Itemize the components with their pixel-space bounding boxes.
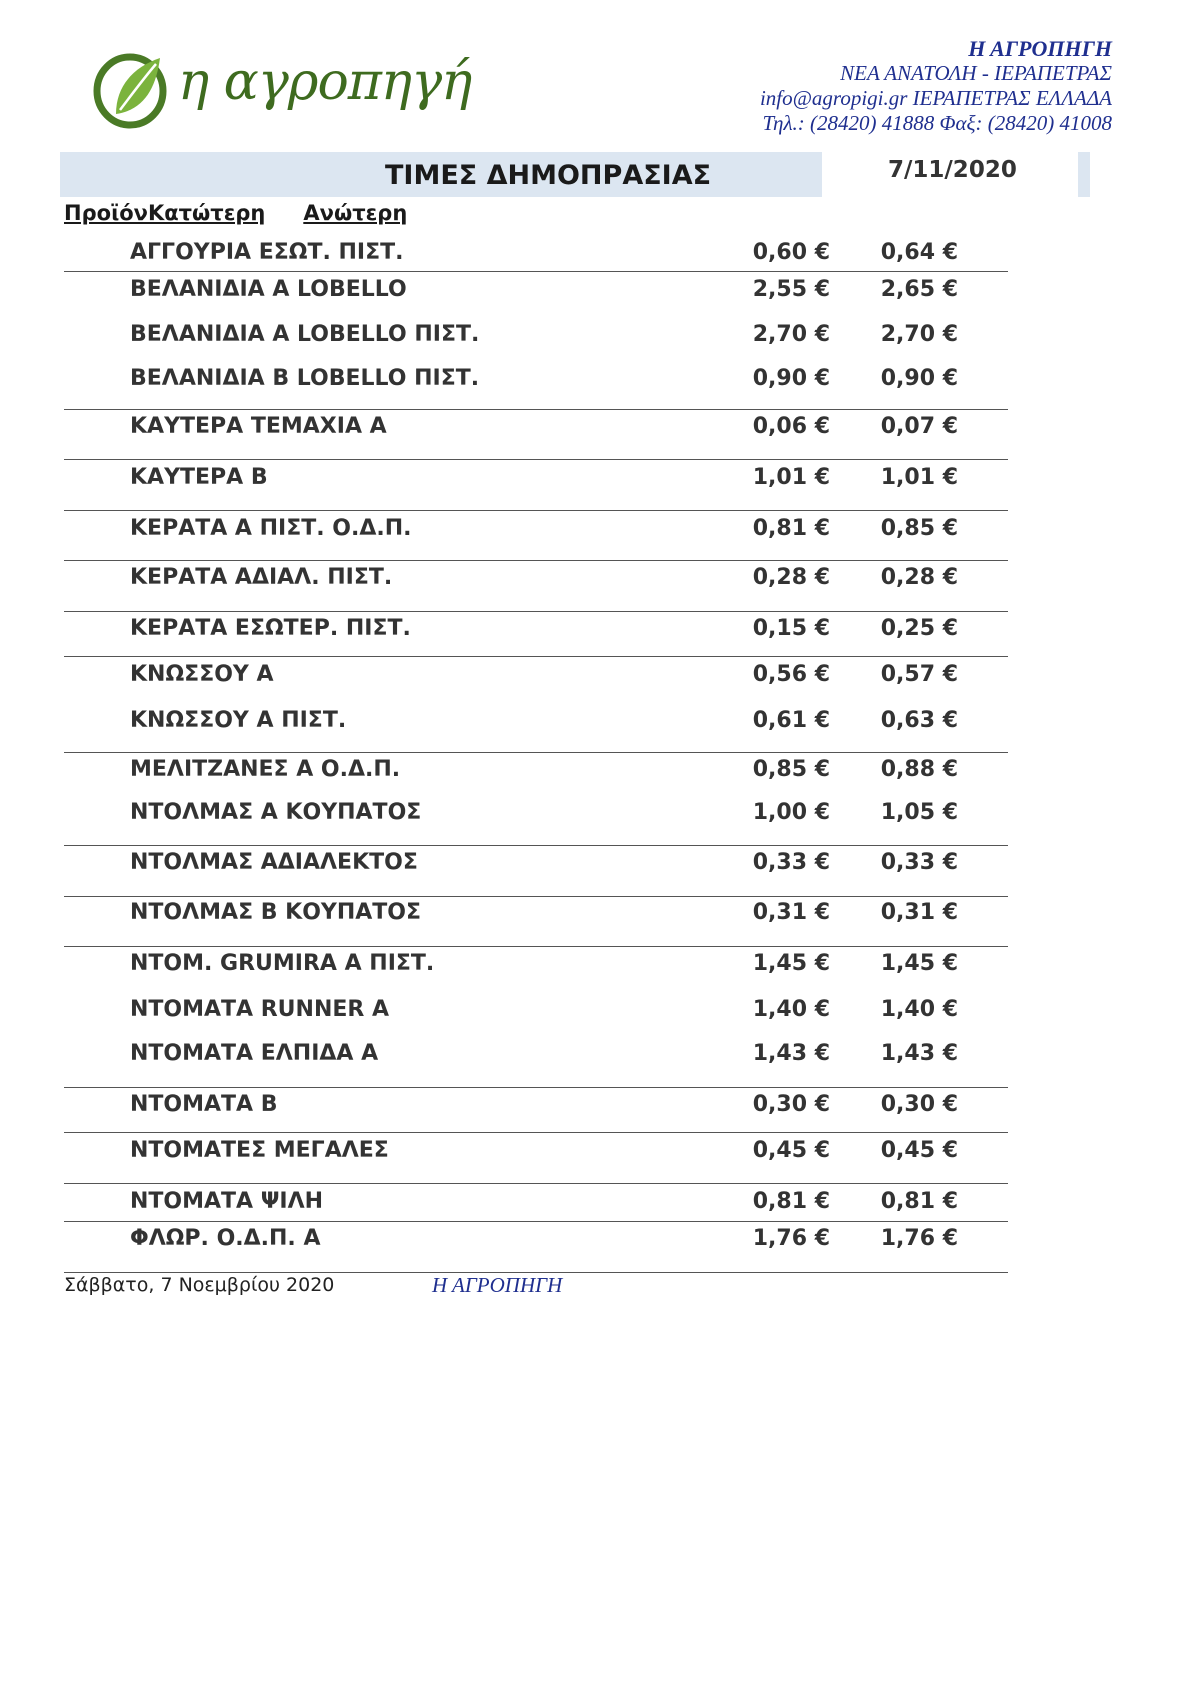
table-row (0, 1226, 1200, 1256)
column-header-low: Κατώτερη (147, 201, 266, 225)
low-price: 2,55 € (752, 277, 830, 302)
low-price: 0,90 € (752, 366, 830, 391)
low-price: 1,40 € (752, 997, 830, 1022)
high-price: 0,33 € (880, 850, 958, 875)
product-name: ΝΤΟΛΜΑΣ ΑΔΙΑΛΕΚΤΟΣ (130, 850, 418, 875)
product-name: ΚΑΥΤΕΡΑ ΤΕΜΑΧΙΑ Α (130, 414, 387, 439)
high-price: 1,45 € (880, 951, 958, 976)
high-price: 0,45 € (880, 1138, 958, 1163)
table-row (0, 1041, 1200, 1071)
product-name: ΚΑΥΤΕΡΑ Β (130, 465, 268, 490)
high-price: 1,76 € (880, 1226, 958, 1251)
table-row (0, 366, 1200, 396)
high-price: 0,85 € (880, 516, 958, 541)
low-price: 0,31 € (752, 900, 830, 925)
high-price: 2,70 € (880, 322, 958, 347)
high-price: 0,63 € (880, 708, 958, 733)
page-title: ΤΙΜΕΣ ΔΗΜΟΠΡΑΣΙΑΣ (385, 160, 712, 191)
high-price: 0,88 € (880, 757, 958, 782)
low-price: 0,33 € (752, 850, 830, 875)
table-row (0, 800, 1200, 830)
product-name: ΚΕΡΑΤΑ ΕΣΩΤΕΡ. ΠΙΣΤ. (130, 616, 411, 641)
low-price: 1,01 € (752, 465, 830, 490)
high-price: 0,64 € (880, 240, 958, 265)
product-name: ΒΕΛΑΝΙΔΙΑ Α LOBELLO ΠΙΣΤ. (130, 322, 480, 347)
low-price: 1,43 € (752, 1041, 830, 1066)
high-price: 1,40 € (880, 997, 958, 1022)
logo-text: η αγροπηγή (178, 52, 472, 112)
high-price: 0,07 € (880, 414, 958, 439)
product-name: ΜΕΛΙΤΖΑΝΕΣ Α Ο.Δ.Π. (130, 757, 401, 782)
low-price: 1,00 € (752, 800, 830, 825)
row-divider (64, 1087, 1008, 1088)
row-divider (64, 611, 1008, 612)
footer-date: Σάββατο, 7 Νοεμβρίου 2020 (64, 1274, 335, 1296)
table-row (0, 516, 1200, 546)
company-info (760, 36, 1112, 136)
high-price: 0,31 € (880, 900, 958, 925)
low-price: 0,45 € (752, 1138, 830, 1163)
low-price: 0,15 € (752, 616, 830, 641)
product-name: ΚΕΡΑΤΑ Α ΠΙΣΤ. Ο.Δ.Π. (130, 516, 412, 541)
product-name: ΑΓΓΟΥΡΙΑ ΕΣΩΤ. ΠΙΣΤ. (130, 240, 404, 265)
auction-date: 7/11/2020 (888, 157, 1017, 183)
product-name: ΚΝΩΣΣΟΥ Α ΠΙΣΤ. (130, 708, 347, 733)
company-address: ΝΕΑ ΑΝΑΤΟΛΗ - ΙΕΡΑΠΕΤΡΑΣ (840, 61, 1112, 85)
table-row (0, 240, 1200, 270)
footer-company: Η ΑΓΡΟΠΗΓΗ (432, 1273, 563, 1297)
company-email: info@agropigi.gr ΙΕΡΑΠΕΤΡΑΣ ΕΛΛΑΔΑ (759, 86, 1112, 110)
high-price: 0,30 € (880, 1092, 958, 1117)
row-divider (64, 845, 1008, 846)
product-name: ΝΤΟΜΑΤΑ RUNNER Α (130, 997, 390, 1022)
row-divider (64, 271, 1008, 272)
product-name: ΝΤΟΛΜΑΣ Α ΚΟΥΠΑΤΟΣ (130, 800, 422, 825)
high-price: 0,25 € (880, 616, 958, 641)
low-price: 0,06 € (752, 414, 830, 439)
table-row (0, 277, 1200, 307)
table-row (0, 1138, 1200, 1168)
row-divider (64, 1221, 1008, 1222)
product-name: ΒΕΛΑΝΙΔΙΑ Α LOBELLO (130, 277, 407, 302)
product-name: ΝΤΟΜ. GRUMIRA Α ΠΙΣΤ. (130, 951, 435, 976)
low-price: 1,76 € (752, 1226, 830, 1251)
row-divider (64, 946, 1008, 947)
low-price: 0,30 € (752, 1092, 830, 1117)
product-name: ΚΕΡΑΤΑ ΑΔΙΑΛ. ΠΙΣΤ. (130, 565, 393, 590)
low-price: 0,60 € (752, 240, 830, 265)
leaf-icon (86, 44, 176, 134)
company-logo (86, 44, 472, 134)
table-row (0, 850, 1200, 880)
high-price: 0,90 € (880, 366, 958, 391)
low-price: 0,85 € (752, 757, 830, 782)
product-name: ΚΝΩΣΣΟΥ Α (130, 662, 274, 687)
column-header-product: Προϊόν (64, 201, 148, 225)
row-divider (64, 510, 1008, 511)
low-price: 0,81 € (752, 1189, 830, 1214)
row-divider (64, 409, 1008, 410)
product-name: ΝΤΟΜΑΤΕΣ ΜΕΓΑΛΕΣ (130, 1138, 389, 1163)
company-name: Η ΑΓΡΟΠΗΓΗ (968, 36, 1112, 61)
table-row (0, 616, 1200, 646)
table-row (0, 414, 1200, 444)
column-headers (64, 201, 407, 225)
column-header-high: Ανώτερη (303, 201, 408, 225)
low-price: 0,61 € (752, 708, 830, 733)
table-row (0, 951, 1200, 981)
table-row (0, 322, 1200, 352)
high-price: 1,43 € (880, 1041, 958, 1066)
product-name: ΝΤΟΜΑΤΑ ΕΛΠΙΔΑ Α (130, 1041, 379, 1066)
product-name: ΝΤΟΜΑΤΑ ΨΙΛΗ (130, 1189, 324, 1214)
table-row (0, 1189, 1200, 1219)
row-divider (64, 459, 1008, 460)
product-name: ΝΤΟΜΑΤΑ Β (130, 1092, 278, 1117)
low-price: 2,70 € (752, 322, 830, 347)
row-divider (64, 560, 1008, 561)
high-price: 1,05 € (880, 800, 958, 825)
high-price: 0,57 € (880, 662, 958, 687)
row-divider (64, 1132, 1008, 1133)
table-row (0, 465, 1200, 495)
product-name: ΝΤΟΛΜΑΣ Β ΚΟΥΠΑΤΟΣ (130, 900, 422, 925)
high-price: 0,28 € (880, 565, 958, 590)
company-phone: Τηλ.: (28420) 41888 Φαξ: (28420) 41008 (762, 111, 1112, 135)
low-price: 0,56 € (752, 662, 830, 687)
high-price: 1,01 € (880, 465, 958, 490)
title-bar-end (1078, 152, 1090, 197)
table-row (0, 708, 1200, 738)
table-row (0, 997, 1200, 1027)
row-divider (64, 1183, 1008, 1184)
table-row (0, 565, 1200, 595)
row-divider (64, 656, 1008, 657)
low-price: 0,81 € (752, 516, 830, 541)
low-price: 0,28 € (752, 565, 830, 590)
product-name: ΒΕΛΑΝΙΔΙΑ Β LOBELLO ΠΙΣΤ. (130, 366, 480, 391)
table-row (0, 900, 1200, 930)
low-price: 1,45 € (752, 951, 830, 976)
product-name: ΦΛΩΡ. Ο.Δ.Π. Α (130, 1226, 321, 1251)
table-row (0, 662, 1200, 692)
row-divider (64, 896, 1008, 897)
table-row (0, 1092, 1200, 1122)
table-row (0, 757, 1200, 787)
high-price: 0,81 € (880, 1189, 958, 1214)
row-divider (64, 752, 1008, 753)
high-price: 2,65 € (880, 277, 958, 302)
